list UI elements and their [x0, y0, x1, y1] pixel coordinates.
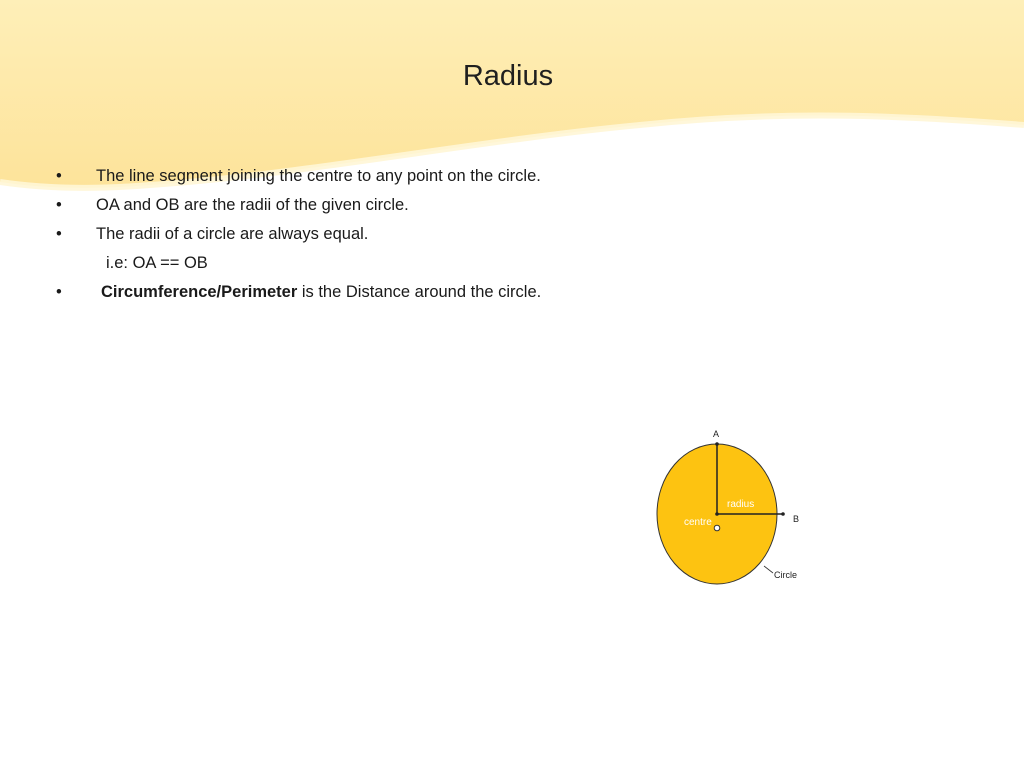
bullet-glyph: • [56, 196, 62, 214]
term-circumference: Circumference/Perimeter [101, 283, 298, 301]
slide-title: Radius [462, 60, 554, 92]
bullet-list [56, 162, 756, 307]
point-b-dot [781, 512, 785, 516]
header-wave-shape [0, 0, 1024, 188]
label-circle: Circle [774, 570, 798, 580]
point-a-dot [715, 442, 719, 446]
list-item [56, 278, 756, 307]
bullet-text: The line segment joining the centre to any point on the circle. [96, 167, 541, 185]
sub-line-text: i.e: OA == OB [106, 254, 208, 272]
label-a: A [712, 429, 720, 439]
circle-diagram [640, 420, 840, 600]
label-radius: radius [727, 499, 755, 510]
list-item [56, 191, 756, 220]
term-definition: is the Distance around the circle. [297, 283, 542, 301]
bullet-glyph: • [56, 283, 62, 301]
label-centre: centre [684, 517, 712, 528]
list-item-sub [56, 249, 756, 278]
circle-label-leader [764, 566, 773, 573]
centre-junction-dot [715, 512, 719, 516]
list-item [56, 162, 756, 191]
bullet-text [101, 278, 541, 307]
bullet-glyph: • [56, 225, 62, 243]
list-item [56, 220, 756, 249]
centre-marker [714, 525, 720, 531]
bullet-glyph: • [56, 167, 62, 185]
bullet-text: The radii of a circle are always equal. [96, 225, 369, 243]
label-b: B [793, 514, 800, 524]
bullet-text: OA and OB are the radii of the given circle. [96, 196, 409, 214]
